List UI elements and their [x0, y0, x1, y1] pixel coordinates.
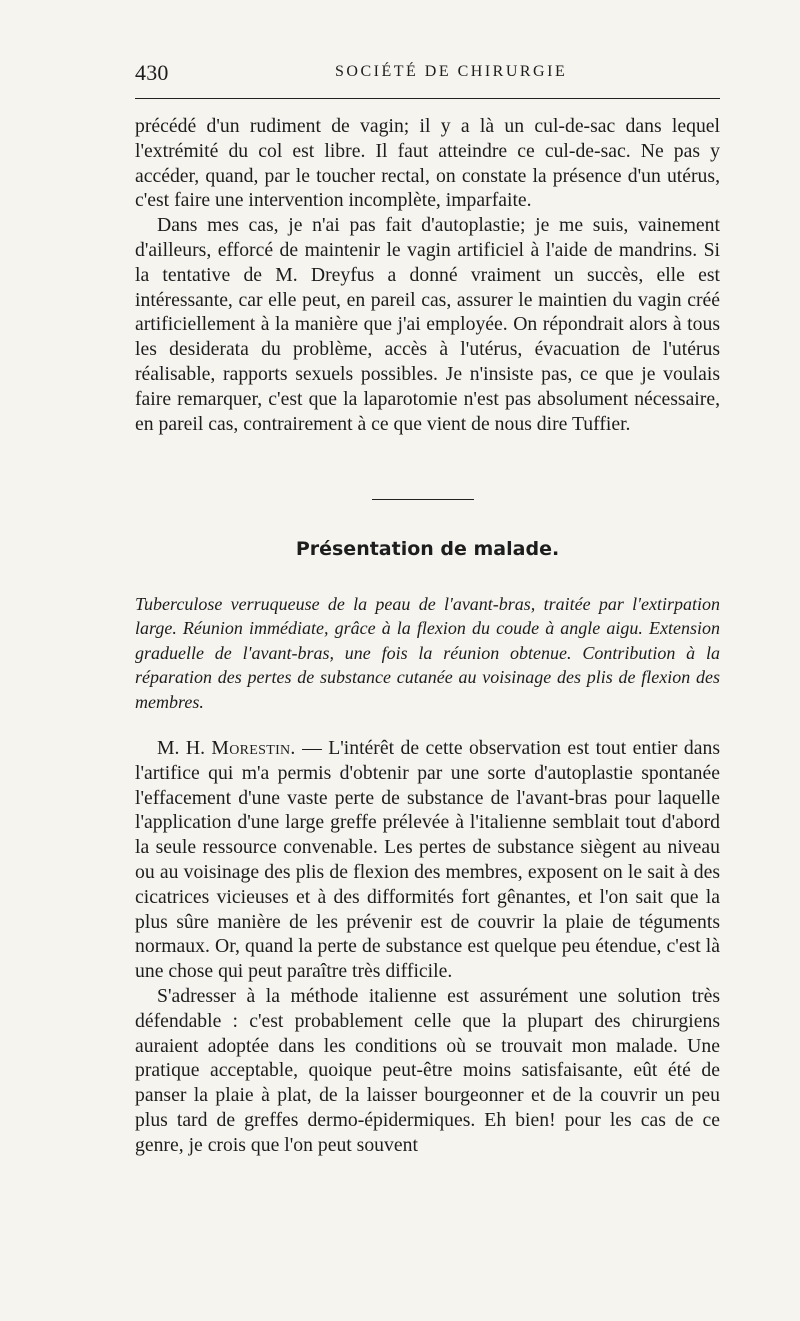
section-divider [372, 499, 474, 500]
section-subtitle [135, 592, 720, 714]
section-title: Présentation de malade. [295, 538, 560, 560]
paragraph-1: précédé d'un rudiment de vagin; il y a là un cul-de-sac dans lequel l'extrémité du col est libre. Il faut atteindre ce cul-de-sac. Ne pas y accéder, quand, par le toucher rectal, on constate la présence d'un utérus, c'est faire une intervention incomplète, imparfaite. [135, 115, 720, 212]
header-rule [135, 98, 720, 99]
paragraph-3-text: — L'intérêt de cette observation est tout entier dans l'artifice qui m'a permis d'obtenir par une sorte d'autoplastie spontanée l'effacement d'une vaste perte de substance de l'avant-bras pour laquelle l'application d'une large greffe prélevée à l'italienne semblait tout d'abord la seule ressource convenable. Les pertes de substance siègent au niveau ou au voisinage des plis de flexion des membres, exposent on le sait à des cicatrices vicieuses et à des difformités fort gênantes, et l'on sait que la plus sûre manière de les prévenir est de couvrir la plaie de téguments normaux. Or, quand la perte de substance est quelque peu étendue, c'est là une chose qui peut paraître très difficile. [135, 737, 720, 983]
paragraph-3 [135, 736, 720, 984]
paragraph-4: S'adresser à la méthode italienne est assurément une solution très défendable : c'est probablement celle que la plupart des chirurgiens auraient adoptée dans les conditions où se trouvait mon malade. Une pratique acceptable, quoique peut-être moins satisfaisante, eût été de panser la plaie à plat, de la laisser bourgeonner et de la couvrir un peu plus tard de greffes dermo-épidermiques. Eh bien! pour les cas de ce genre, je crois que l'on peut souvent [135, 984, 720, 1156]
paragraph-2: Dans mes cas, je n'ai pas fait d'autoplastie; je me suis, vainement d'ailleurs, efforcé de maintenir le vagin artificiel à l'aide de mandrins. Si la tentative de M. Dreyfus a donné vraiment un succès, elle est intéressante, car elle peut, en pareil cas, assurer le maintien du vagin créé artificiellement à la manière que j'ai employée. On répondrait alors à tous les desiderata du problème, accès à l'utérus, évacuation de l'utérus réalisable, rapports sexuels possibles. Je n'insiste pas, ce que je voulais faire remarquer, c'est que la laparotomie n'est pas absolument nécessaire, en pareil cas, contrairement à ce que vient de nous dire Tuffier. [135, 214, 720, 435]
running-header [135, 60, 720, 90]
page-number: 430 [135, 60, 169, 85]
running-title: SOCIÉTÉ DE CHIRURGIE [335, 63, 568, 80]
body-text-top [135, 114, 720, 436]
subtitle-paragraph: Tuberculose verruqueuse de la peau de l'avant-bras, traitée par l'extirpation large. Réunion immédiate, grâce à la flexion du coude à angle aigu. Extension graduelle de l'avant-bras, une fois la réunion obtenue. Contribution à la réparation des pertes de substance cutanée au voisinage des plis de flexion des membres. [135, 594, 720, 712]
body-text-bottom [135, 736, 720, 1158]
speaker-prefix: M. H. [157, 737, 205, 759]
speaker-name: Morestin. [211, 737, 296, 759]
